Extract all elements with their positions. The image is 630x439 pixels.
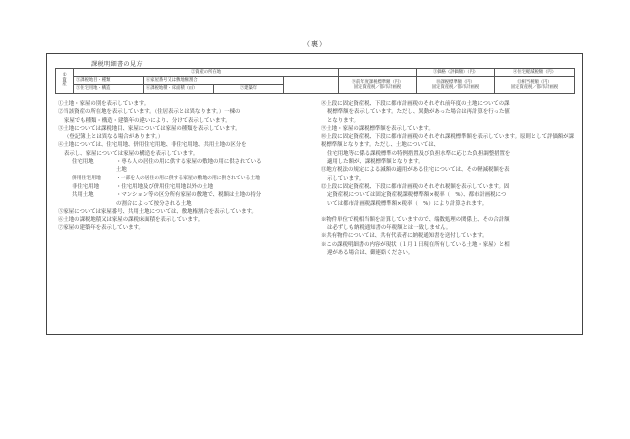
build-year-cell: ⑦建築年	[214, 85, 284, 93]
right-line: 住宅用地等に係る課税標準の特例措置及び負担水準に応じた負担調整措置を	[327, 150, 511, 157]
header-legend-table	[55, 68, 575, 94]
left-line: ⑦家屋の建築年を表示しています。	[58, 225, 144, 232]
section-title: 課税明細書の見方	[91, 61, 143, 68]
note-line: は必ずしも納税通知書の年税額とは一致しません。	[327, 225, 452, 232]
left-line: （登記簿上とは異なる場合があります。）	[64, 134, 164, 141]
right-line: ⑩上段に固定資産税、下段に都市計画税のそれぞれ課税標準額を表示しています。原則として評価額が課税標準額となります。ただし、土地については、	[321, 134, 574, 149]
asset-type-cell: ① 資 産	[56, 69, 74, 94]
spacer-cell	[339, 69, 417, 77]
term-row: 併用住宅用地 ・一部を人の居住の用に供する家屋の敷地の用に供されている土地	[72, 175, 260, 181]
right-line: ⑪地方税法の規定による減額の適用がある住宅については、その軽減税額を表	[321, 167, 510, 174]
right-line: 示しています。	[327, 175, 365, 182]
left-line: 家屋でも種類・構造・建築年の違いにより、分けて表示しています。	[64, 117, 231, 124]
note-line: 違がある場合は、御連絡ください。	[327, 250, 414, 257]
right-line: ⑨土地・家屋の課税標準額を表示しています。	[321, 125, 434, 132]
tax-amount-cell: ⑪相当税額（円） 固定資産税／都市計画税	[495, 77, 575, 93]
right-line: ⑫上段に固定資産税、下段に都市計画税のそれぞれ税額を表示しています。固	[321, 183, 510, 190]
term-row: 住宅用地 ・専ら人の居住の用に供する家屋の敷地の用に供されている	[72, 159, 262, 166]
prev-tax-base-cell: ⑨前年度課税標準額（円） 固定資産税／都市計画税	[339, 77, 417, 93]
page-title: （裏）	[303, 40, 327, 48]
right-line: 適用した額が、課税標準額となります。	[327, 159, 424, 166]
term-row: 土地	[116, 167, 127, 174]
tax-base-cell: ⑩課税標準額（円） 固定資産税／都市計画税	[417, 77, 495, 93]
right-line: 定資産税については固定資産税課税標準額×税率（ %）、都市計画税につ	[327, 192, 507, 199]
right-line: 税標準額を表示しています。ただし、異動があった場合は再計算を行った値	[327, 109, 510, 116]
note-line: ※この課税明細書の内容が現状（１月１日現在所有している土地・家屋）と相	[321, 241, 510, 248]
right-explanations	[321, 100, 577, 257]
left-line: ②当該資産の所在地を表示しています。（住居表示とは異なります。）一棟の	[58, 109, 241, 116]
left-explanations	[58, 100, 314, 233]
valuation-cell: ③価格（評価額）（円）	[417, 69, 495, 77]
structure-cell: ⑤住宅用地・構造	[74, 85, 144, 93]
land-category-cell: ⑤課税地目・種類	[74, 77, 144, 85]
right-line: となります。	[327, 117, 359, 124]
right-line: ⑧上段に固定資産税、下段に都市計画税のそれぞれ前年度の土地についての課	[321, 101, 510, 107]
left-line: 表示し、家屋については家屋の構造を表示しています。	[64, 150, 199, 157]
note-line: ※共有物件については、共有代表者に納税通知書を送付しています。	[321, 233, 488, 240]
term-row: 非住宅用地 ・住宅用地及び併用住宅用地以外の土地	[72, 183, 214, 190]
note-line: ※物件単位で税相当額を計算していますので、端数処理の関係上、その合計額	[321, 216, 510, 223]
left-line: ③土地については課税地目、家屋については家屋の種類を表示しています。	[58, 125, 241, 132]
term-row: の割合によって按分される土地	[116, 200, 192, 207]
left-line: ①土地・家屋の別を表示しています。	[58, 101, 150, 107]
left-line: ④土地については、住宅用地、併用住宅用地、非住宅用地、共用土地の区分を	[58, 142, 247, 149]
housing-reduction-cell: ④住宅軽減税額（円）	[495, 69, 575, 77]
right-line: いては都市計画税課税標準額×税率（ %）により計算されます。	[327, 200, 488, 207]
empty-cell	[284, 77, 339, 93]
left-line: ⑤家屋については家屋番号、共用土地については、敷地権割合を表示しています。	[58, 208, 257, 215]
floor-area-cell: ⑥課税地積・床面積（㎡）	[144, 85, 214, 93]
left-line: ⑥土地の課税地積又は家屋の課税床面積を表示しています。	[58, 217, 204, 224]
term-row: 共用土地 ・マンション等の区分所有家屋の敷地で、税額は土地の持分	[72, 192, 262, 199]
explanation-frame	[46, 53, 583, 335]
house-number-cell: ⑥家屋番号又は敷地権割合	[144, 77, 284, 85]
asset-location-cell: ②資産の所在地	[74, 69, 339, 77]
